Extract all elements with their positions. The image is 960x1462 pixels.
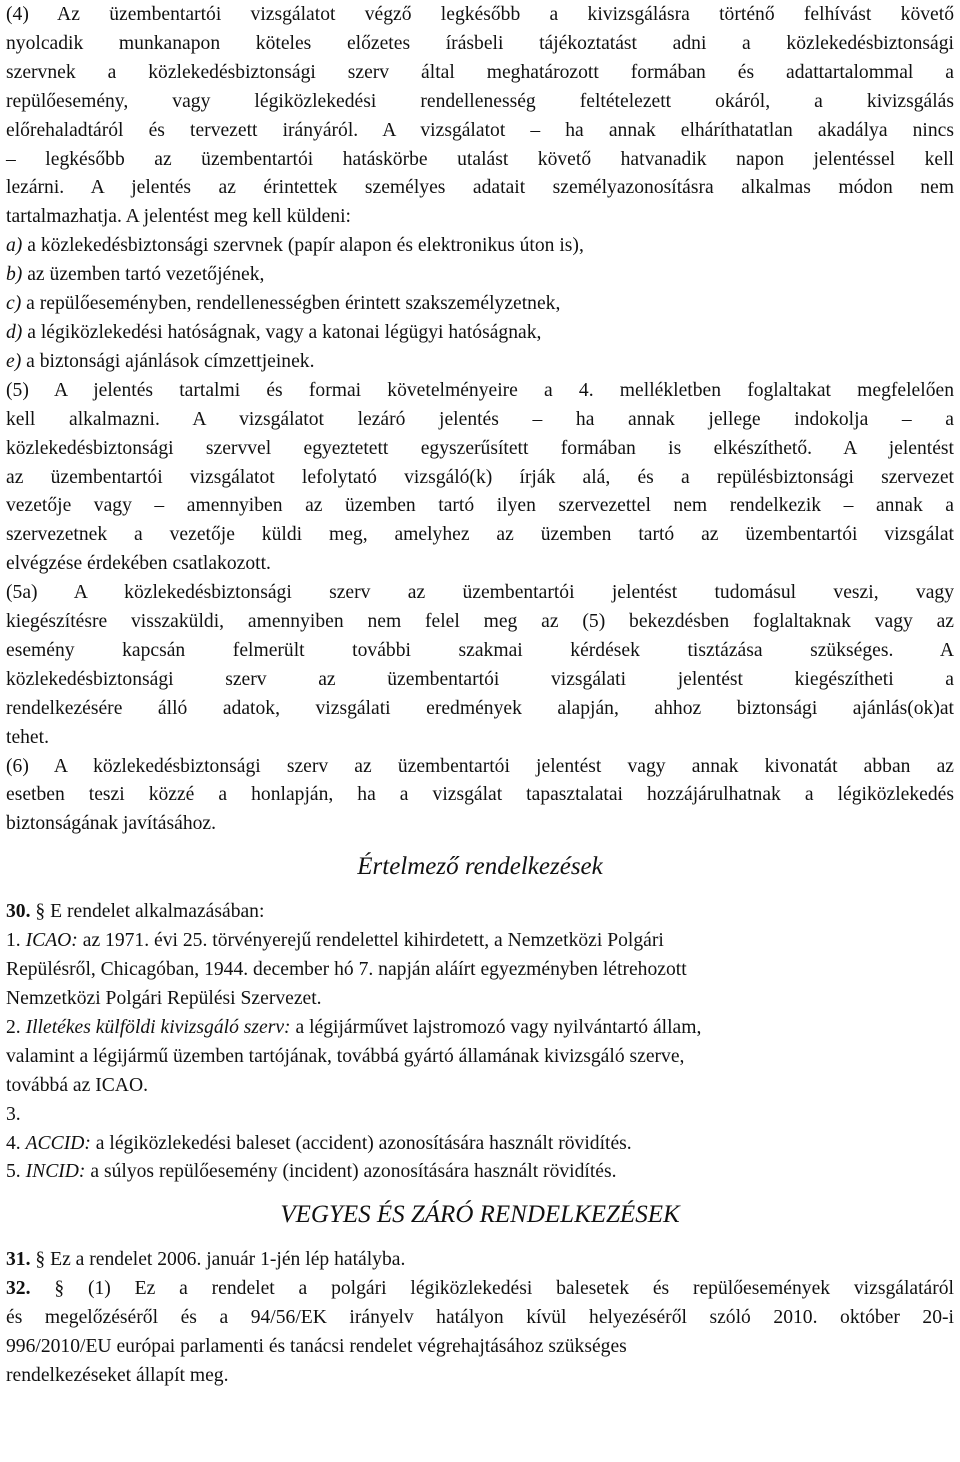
definition-item: 4. ACCID: a légiközlekedési baleset (accident) azonosítására használt rövidítés.	[6, 1132, 632, 1154]
text-line: lezárni. A jelentés az érintettek személyes adatait személyazonosításra alkalmas módon nem	[6, 177, 954, 199]
section-32	[6, 1275, 954, 1391]
list-item: a) a közlekedésbiztonsági szervnek (papír alapon és elektronikus úton is),	[6, 235, 584, 257]
paragraph-4	[6, 1, 954, 232]
text-line: nyolcadik munkanapon köteles előzetes írásbeli tájékoztatást adni a közlekedésbiztonsági	[6, 32, 954, 54]
text-line: vezetője vagy – amennyiben az üzemben tartó ilyen szervezettel nem rendelkezik – annak a	[6, 495, 954, 517]
text-line: kiegészítésre visszaküldi, amennyiben nem felel meg az (5) bekezdésben foglaltaknak vagy az	[6, 611, 954, 633]
section-line: 30. § E rendelet alkalmazásában:	[6, 901, 265, 923]
text-line: tehet.	[6, 726, 49, 748]
section-heading: VEGYES ÉS ZÁRÓ RENDELKEZÉSEK	[280, 1201, 680, 1229]
list-item: c) a repülőeseményben, rendellenességben érintett szakszemélyzetnek,	[6, 293, 561, 315]
text-line: az üzembentartói vizsgálatot lefolytató vizsgáló(k) írják alá, és a repülésbiztonsági szervezet	[6, 466, 954, 488]
list-item: e) a biztonsági ajánlások címzettjeinek.	[6, 350, 315, 372]
text-line: 996/2010/EU európai parlamenti és tanácsi rendelet végrehajtásához szükséges	[6, 1336, 627, 1358]
paragraph-sign-link[interactable]: §	[54, 1278, 65, 1300]
section-line: 31. § Ez a rendelet 2006. január 1-jén lép hatályba.	[6, 1249, 406, 1271]
section-line: 32. § (1) Ez a rendelet a polgári légiközlekedési balesetek és repülőesemények vizsgálatáról	[6, 1278, 954, 1300]
text-line: (5a) A közlekedésbiztonsági szerv az üzembentartói jelentést tudomásul veszi, vagy	[6, 582, 954, 604]
text-line: (6) A közlekedésbiztonsági szerv az üzembentartói jelentést vagy annak kivonatát abban az	[6, 755, 954, 777]
paragraph-sign-link[interactable]: §	[35, 1249, 46, 1271]
text-line: repülőesemény, vagy légiközlekedési rendellenesség feltételezett okáról, a kivizsgálás	[6, 90, 954, 112]
definition-item: 3.	[6, 1103, 21, 1125]
text-line: esetben teszi közzé a honlapján, ha a vizsgálat tapasztalatai hozzájárulhatnak a légiközlekedés	[6, 784, 954, 806]
list-item: b) az üzemben tartó vezetőjének,	[6, 264, 265, 286]
list-item: d) a légiközlekedési hatóságnak, vagy a katonai légügyi hatóságnak,	[6, 321, 542, 343]
text-line: esemény kapcsán felmerült további szakmai kérdések tisztázása szükséges. A	[6, 639, 954, 661]
text-line: közlekedésbiztonsági szerv az üzembentartói vizsgálati jelentést kiegészítheti a	[6, 668, 954, 690]
text-line: és megelőzéséről és a 94/56/EK irányelv hatályon kívül helyezéséről szóló 2010. október 20-i	[6, 1307, 954, 1329]
text-line: előrehaladtáról és tervezett irányáról. A vizsgálatot – ha annak elháríthatatlan akadálya nincs	[6, 119, 954, 141]
text-line: szervnek a közlekedésbiztonsági szerv által meghatározott formában és adattartalommal a	[6, 61, 954, 83]
definition-item: 2. Illetékes külföldi kivizsgáló szerv: a légijárművet lajstromozó vagy nyilvántartó állam,	[6, 1016, 702, 1038]
text-line: valamint a légijármű üzemben tartójának, továbbá gyártó államának kivizsgáló szerve,	[6, 1045, 685, 1067]
section-30	[6, 898, 954, 1187]
text-line: szervezetnek a vezetője küldi meg, amelyhez az üzemben tartó az üzembentartói vizsgálat	[6, 524, 954, 546]
text-line: közlekedésbiztonsági szervvel egyeztetett egyszerűsített formában is elkészíthető. A jelentést	[6, 437, 954, 459]
text-line: biztonságának javításához.	[6, 813, 217, 835]
recipient-list	[6, 232, 954, 377]
text-line: – legkésőbb az üzembentartói hatáskörbe utalást követő hatvanadik napon jelentéssel kell	[6, 148, 954, 170]
text-line: Repülésről, Chicagóban, 1944. december hó 7. napján aláírt egyezményben létrehozott	[6, 959, 687, 981]
text-line: rendelkezéseket állapít meg.	[6, 1364, 229, 1386]
paragraph-sign-link[interactable]: §	[35, 901, 46, 923]
text-line: tartalmazhatja. A jelentést meg kell küldeni:	[6, 206, 351, 228]
paragraphs-5-6	[6, 377, 954, 840]
section-31	[6, 1246, 954, 1275]
definition-item: 5. INCID: a súlyos repülőesemény (incident) azonosítására használt rövidítés.	[6, 1161, 617, 1183]
text-line: (5) A jelentés tartalmi és formai követelményeire a 4. mellékletben foglaltakat megfelelően	[6, 379, 954, 401]
text-line: rendelkezésére álló adatok, vizsgálati eredmények alapján, ahhoz biztonsági ajánlás(ok)at	[6, 697, 954, 719]
text-line: kell alkalmazni. A vizsgálatot lezáró jelentés – ha annak jellege indokolja – a	[6, 408, 954, 430]
text-line: továbbá az ICAO.	[6, 1074, 149, 1096]
text-line: (4) Az üzembentartói vizsgálatot végző legkésőbb a kivizsgálásra történő felhívást követő	[6, 4, 954, 25]
text-line: elvégzése érdekében csatlakozott.	[6, 553, 271, 575]
definition-item: 1. ICAO: az 1971. évi 25. törvényerejű rendelettel kihirdetett, a Nemzetközi Polgári	[6, 930, 664, 952]
text-line: Nemzetközi Polgári Repülési Szervezet.	[6, 988, 322, 1009]
section-heading: Értelmező rendelkezések	[357, 853, 603, 881]
